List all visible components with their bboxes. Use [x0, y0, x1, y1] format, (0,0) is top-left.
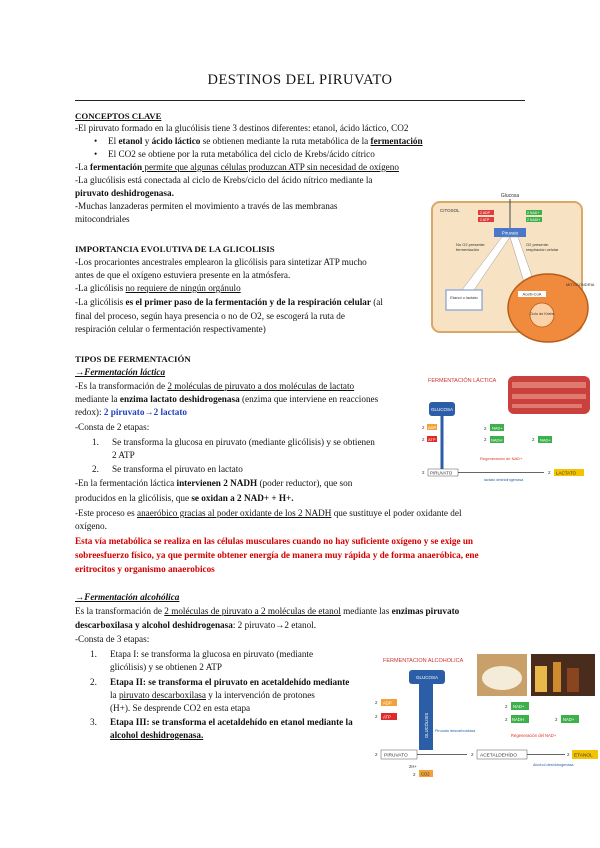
- adp-label: ADP: [428, 425, 437, 430]
- nadh-label: 2 NADH: [527, 218, 540, 222]
- pyruvate-label: Piruvato: [501, 230, 519, 236]
- text-line: oxígeno.: [75, 521, 107, 531]
- list-item: la piruvato descarboxilasa y la intervención de protones: [110, 690, 315, 700]
- num-2: 2: [422, 437, 425, 442]
- text-line: -La glicólisis es el primer paso de la fermentación y de la respiración celular (al: [75, 297, 383, 307]
- glucose-label: Glucosa: [500, 193, 520, 199]
- co2-label: CO2: [421, 771, 430, 777]
- num-2: 2: [532, 437, 535, 442]
- list-number: 1.: [92, 437, 99, 447]
- dough: [482, 666, 522, 690]
- list-item: alcohol deshidrogenasa.: [110, 730, 204, 740]
- highlight-text: sobreesfuerzo físico, ya que permite obtener energía de manera muy rápida y de forma anaeróbica, ene: [75, 550, 479, 560]
- ethanol-label: Etanol o lactato: [450, 295, 478, 300]
- list-number: 2.: [90, 677, 97, 687]
- section-heading-evolutiva: IMPORTANCIA EVOLUTIVA DE LA GLICOLISIS: [75, 244, 275, 254]
- nad-label: NAD+: [513, 704, 525, 709]
- regen-label: Regeneración de NAD+: [480, 456, 523, 461]
- bottle: [535, 666, 547, 692]
- text-line: respiración celular o fermentación respectivamente): [75, 324, 266, 334]
- alcohol-dh-label: Alcohol deshidrogenasa: [533, 763, 574, 767]
- list-item: Etapa I: se transforma la glucosa en piruvato (mediante: [110, 649, 314, 659]
- num-2: 2: [422, 470, 425, 475]
- text-line: -Consta de 2 etapas:: [75, 422, 150, 432]
- nad-label: 2 NAD+: [527, 211, 540, 215]
- text-line: mitocondriales: [75, 214, 130, 224]
- o2-present-label: O2 presente:: [526, 242, 550, 247]
- acetaldehyde-label: ACETALDEHÍDO: [480, 753, 517, 759]
- nadh-label: NADH: [491, 437, 503, 443]
- list-item: Se transforma el piruvato en lactato: [112, 464, 243, 474]
- h-label: 2H+: [409, 764, 417, 769]
- bullet-item: • El etanol y ácido láctico se obtienen mediante la ruta metabólica de la fermentación: [108, 135, 423, 147]
- num-2: 2: [471, 752, 474, 757]
- text-line: Es la transformación de 2 moléculas de piruvato a 2 moléculas de etanol mediante las enzimas piruvato: [75, 606, 460, 616]
- krebs-label: Ciclo de Krebs: [529, 312, 555, 316]
- text-line: descarboxilasa y alcohol deshidrogenasa: 2 piruvato→2 etanol.: [75, 620, 317, 630]
- num-2: 2: [484, 426, 487, 431]
- muscle-stripe: [512, 382, 586, 388]
- text-line: -La fermentación permite que algunas células produzcan ATP sin necesidad de oxígeno: [75, 162, 399, 172]
- atp-label: ATP: [428, 437, 436, 442]
- bottle: [567, 668, 579, 692]
- respiration-label: respiración celular: [526, 247, 559, 252]
- nad-label: NAD+: [540, 437, 551, 443]
- lactic-title: FERMENTACIÓN LÁCTICA: [428, 378, 497, 384]
- muscle-stripe: [512, 404, 582, 408]
- text-line: -Muchas lanzaderas permiten el movimiento a través de las membranas: [75, 201, 338, 211]
- num-2: 2: [567, 752, 570, 757]
- list-item: Etapa III: se transforma el acetaldehído en etanol mediante la: [110, 717, 353, 727]
- highlight-text: eritrocitos y organismo anaerobicos: [75, 564, 215, 574]
- enzyme-label: lactato deshidrogenasa: [484, 478, 524, 482]
- bottle: [553, 662, 561, 692]
- section-heading-conceptos: CONCEPTOS CLAVE: [75, 111, 162, 121]
- adp-label: ADP: [383, 700, 392, 706]
- atp-label: ATP: [383, 714, 391, 720]
- num-2: 2: [375, 714, 378, 719]
- text-line: mediante la enzima lactato deshidrogenasa (enzima que interviene en reacciones: [75, 394, 379, 404]
- text-line: producidos en la glicólisis, que se oxidan a 2 NAD+ + H+.: [75, 493, 294, 503]
- num-2: 2: [548, 470, 551, 475]
- num-2: 2: [505, 704, 508, 709]
- text-line: -Es la transformación de 2 moléculas de piruvato a dos moléculas de lactato: [75, 381, 355, 391]
- alcoholic-title: FERMENTACION ALCOHOLICA: [383, 658, 464, 664]
- subheading-lactica: →Fermentación láctica: [75, 367, 166, 377]
- pyruvate-label: PIRUVATO: [430, 470, 453, 476]
- no-o2-label: No O2 presente:: [456, 242, 486, 247]
- bullet-item: • El CO2 se obtiene por la ruta metabólica del ciclo de Krebs/ácido cítrico: [108, 148, 375, 160]
- num-2: 2: [555, 717, 558, 722]
- glucose-label: GLUCOSA: [430, 407, 454, 412]
- num-2: 2: [484, 437, 487, 442]
- lactate-label: LACTATO: [556, 470, 577, 476]
- muscle-stripe: [512, 394, 586, 399]
- page-title: DESTINOS DEL PIRUVATO: [207, 72, 393, 88]
- nad-label: NAD+: [492, 425, 503, 431]
- list-item: Etapa II: se transforma el piruvato en acetaldehído mediante: [110, 677, 350, 687]
- glucose-label: GLUCOSA: [415, 675, 439, 680]
- list-number: 3.: [90, 717, 97, 727]
- lactic-fermentation-diagram: [420, 372, 600, 500]
- num-2: 2: [375, 700, 378, 705]
- section-heading-tipos: TIPOS DE FERMENTACIÓN: [75, 354, 191, 364]
- atp-label: 2 ATP: [480, 218, 490, 222]
- text-line: piruvato deshidrogenasa.: [75, 188, 174, 198]
- glycolysis-label: GLUCÓLISIS: [424, 712, 429, 738]
- list-number: 1.: [90, 649, 97, 659]
- text-line: antes de que el oxígeno estuviera presente en la atmósfera.: [75, 270, 291, 280]
- list-number: 2.: [92, 464, 99, 474]
- cytosol-label: CITOSOL: [440, 208, 460, 213]
- ethanol-lactate-box: [446, 290, 482, 310]
- adp-label: 2 ADP: [480, 211, 490, 215]
- regen-label: Regeneración del NAD+: [511, 733, 557, 738]
- descarb-label: Piruvato descarboxilasa: [435, 729, 476, 733]
- text-line: -Los procariontes ancestrales emplearon la glicólisis para sintetizar ATP mucho: [75, 257, 367, 267]
- list-item: Se transforma la glucosa en piruvato (mediante glicólisis) y se obtienen: [112, 437, 375, 447]
- nadh-label: NADH: [512, 717, 524, 722]
- acetyl-label: Acetil-CoA: [522, 291, 542, 297]
- num-2: 2: [505, 717, 508, 722]
- text-line: -La glucólisis está conectada al ciclo de Krebs/ciclo del ácido nítrico mediante la: [75, 175, 373, 185]
- num-2: 2: [422, 425, 425, 430]
- text-line: -La glicólisis no requiere de ningún orgánulo: [75, 283, 241, 293]
- num-2: 2: [375, 752, 378, 757]
- text-line: -Este proceso es anaeróbico gracias al poder oxidante de los 2 NADH que sustituye el poder oxidante del: [75, 508, 462, 518]
- pyruvate-label: PIRUVATO: [384, 753, 408, 759]
- num-2: 2: [413, 772, 416, 777]
- highlight-text: Esta vía metabólica se realiza en las células musculares cuando no hay suficiente oxígeno y se exige un: [75, 536, 474, 546]
- text-line: -Consta de 3 etapas:: [75, 634, 150, 644]
- ethanol-label: ETANOL: [574, 753, 593, 759]
- alcoholic-fermentation-diagram: [373, 652, 599, 778]
- list-item: 2 ATP: [112, 450, 135, 460]
- mito-label: MITOCONDRIA: [566, 282, 595, 287]
- subheading-alcoholica: →Fermentación alcohólica: [75, 592, 180, 602]
- nad-label: NAD+: [563, 717, 575, 722]
- pyruvate-fates-diagram: [418, 190, 596, 350]
- text-line: final del proceso, según haya presencia o no de O2, se escogerá la ruta de: [75, 311, 345, 321]
- text-line: -En la fermentación láctica intervienen 2 NADH (poder reductor), que son: [75, 478, 353, 488]
- text-line: -El piruvato formado en la glucólisis tiene 3 destinos diferentes: etanol, ácido láctico, CO2: [75, 123, 409, 133]
- text-line: redox): 2 piruvato→2 lactato: [75, 407, 188, 417]
- list-item: (H+). Se desprende CO2 en esta etapa: [110, 703, 251, 713]
- list-item: glicólisis) y se obtienen 2 ATP: [110, 662, 223, 672]
- title-divider: [75, 100, 525, 101]
- fermentation-label: fermentación: [456, 247, 480, 252]
